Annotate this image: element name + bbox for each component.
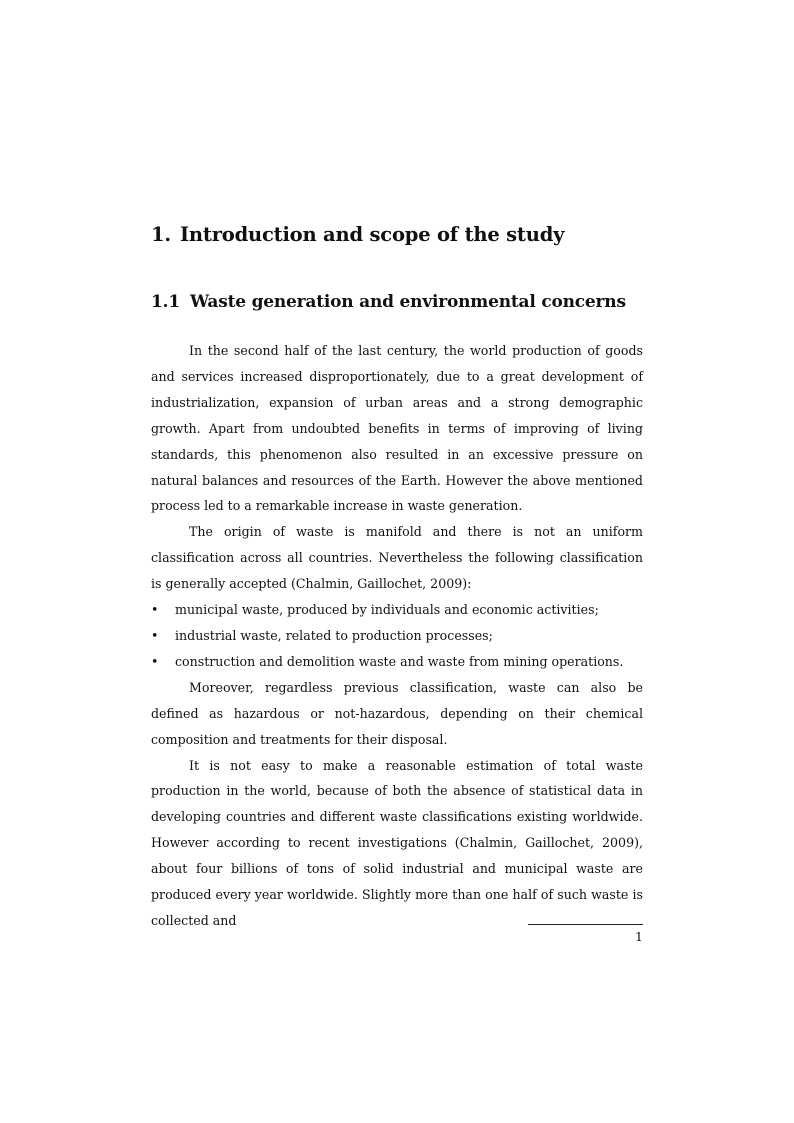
list-item-text: construction and demolition waste and waste from mining operations. bbox=[175, 653, 624, 669]
list-item bbox=[151, 623, 643, 649]
list-item bbox=[151, 649, 643, 675]
paragraph-1: In the second half of the last century, the world production of goods and services increased disproportionately, due to a great development of industrialization, expansion of urban areas and a strong demographic growth. Apart from undoubted benefits in terms of improving of living standards, this phenomenon also resulted in an excessive pressure on natural balances and resources of the Earth. However the above mentioned process led to a remarkable increase in waste generation. bbox=[151, 343, 643, 514]
page bbox=[151, 0, 643, 1123]
bullet-icon: • bbox=[151, 627, 159, 643]
paragraph-4: It is not easy to make a reasonable estimation of total waste production in the world, because of both the absence of statistical data in developing countries and different waste classifications existing worldwide. However according to recent investigations (Chalmin, Gaillochet, 2009), about four billions of tons of solid industrial and municipal waste are produced every year worldwide. Slightly more than one half of such waste is collected and bbox=[151, 757, 643, 928]
list-item-text: industrial waste, related to production processes; bbox=[175, 627, 493, 643]
chapter-number: 1. bbox=[151, 223, 171, 246]
section-title-text: Waste generation and environmental concerns bbox=[190, 292, 626, 312]
list-item-text: municipal waste, produced by individuals and economic activities; bbox=[175, 602, 599, 618]
chapter-title-text: Introduction and scope of the study bbox=[180, 223, 565, 246]
body-text bbox=[151, 338, 643, 934]
chapter-title bbox=[151, 223, 564, 246]
footnote-separator bbox=[528, 924, 643, 925]
paragraph-2: The origin of waste is manifold and there is not an uniform classification across all countries. Nevertheless the following classification is generally accepted (Chalmin, Gaillochet, 2009): bbox=[151, 524, 643, 592]
section-title bbox=[151, 292, 626, 312]
bullet-icon: • bbox=[151, 602, 159, 618]
page-number: 1 bbox=[635, 929, 643, 944]
classification-list bbox=[151, 597, 643, 675]
bullet-icon: • bbox=[151, 653, 159, 669]
section-number: 1.1 bbox=[151, 292, 180, 312]
list-item bbox=[151, 597, 643, 623]
paragraph-3: Moreover, regardless previous classification, waste can also be defined as hazardous or not-hazardous, depending on their chemical composition and treatments for their disposal. bbox=[151, 679, 643, 747]
